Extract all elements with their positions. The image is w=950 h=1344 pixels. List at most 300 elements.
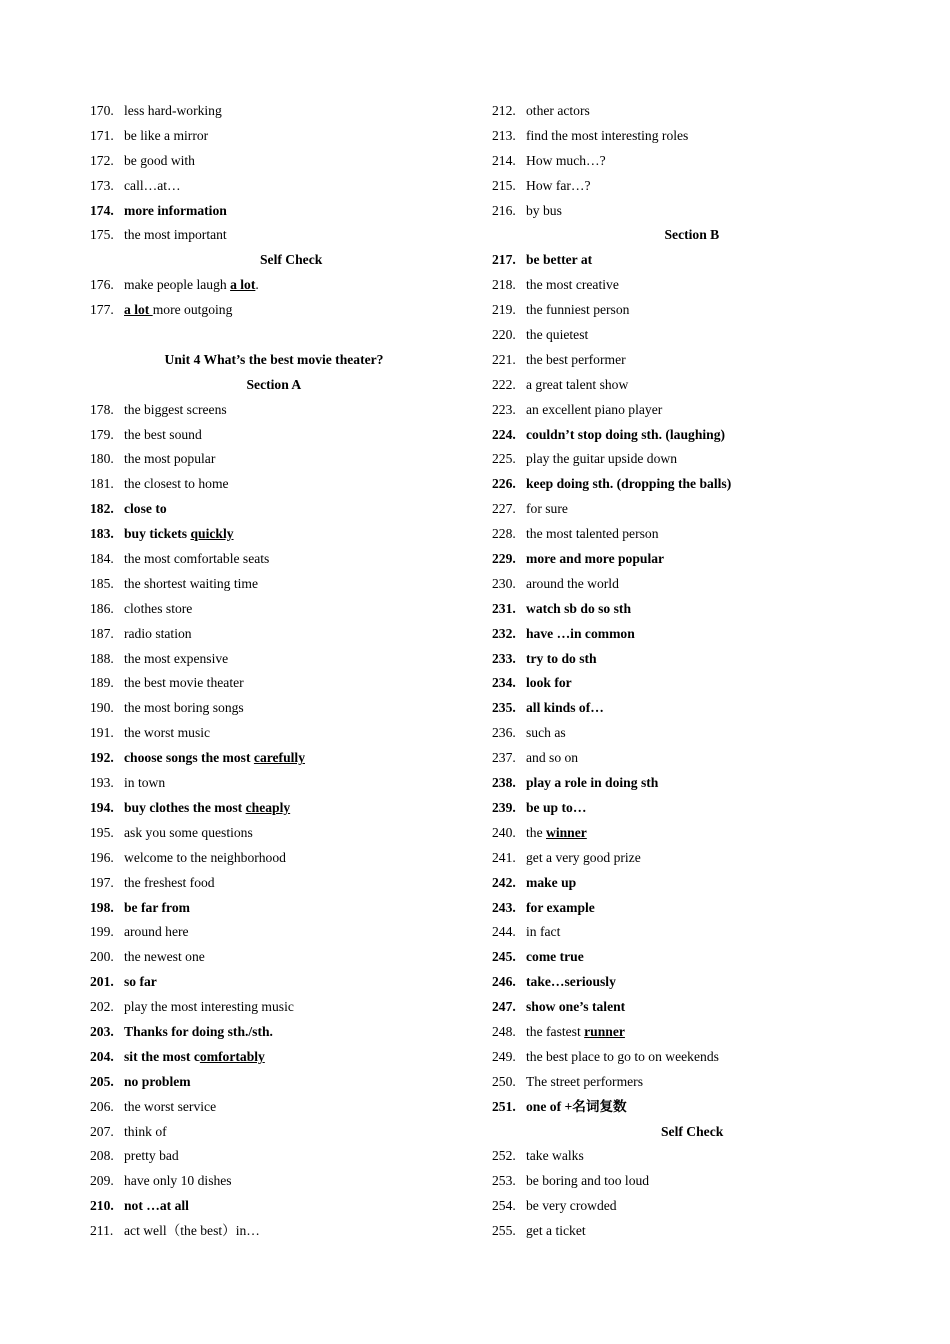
vocab-item [90,622,470,647]
item-text [124,522,234,547]
item-text [526,696,604,721]
item-text [526,398,662,423]
left-column [90,99,470,1244]
item-number: 202. [90,999,114,1015]
item-number: 210. [90,1198,114,1214]
item-number: 172. [90,152,114,168]
vocab-item [90,99,470,124]
item-text-segment: . [255,277,259,293]
vocab-item [90,1020,470,1045]
item-number: 240. [492,824,516,840]
right-column [492,99,892,1244]
item-number: 189. [90,675,114,691]
item-text [526,572,619,597]
item-number: 198. [90,899,114,915]
item-text-segment: have only 10 dishes [124,1173,232,1189]
item-text [124,1169,232,1194]
vocab-item [492,1194,892,1219]
item-text [526,1219,586,1244]
item-number: 178. [90,401,114,417]
item-text-segment: be good with [124,152,195,168]
section-heading-line [90,348,470,373]
item-text [526,149,606,174]
item-text-segment: buy clothes the most [124,799,246,815]
section-heading-line [492,223,892,248]
vocab-item [492,821,892,846]
item-text [124,896,190,921]
item-text [526,622,635,647]
item-text [124,1045,265,1070]
item-number: 251. [492,1098,516,1114]
item-text [124,1144,179,1169]
item-number: 227. [492,501,516,517]
item-number: 183. [90,526,114,542]
item-text-segment: the most comfortable seats [124,551,270,567]
item-text-segment: the biggest screens [124,401,227,417]
vocab-item [90,796,470,821]
item-text [124,597,192,622]
item-text-segment: the most expensive [124,650,229,666]
item-text-segment: the worst music [124,725,211,741]
vocab-item [492,696,892,721]
vocab-item [492,671,892,696]
item-number: 228. [492,526,516,542]
vocab-item [90,1144,470,1169]
vocab-item [492,522,892,547]
item-text-segment: be better at [526,252,593,268]
item-number: 235. [492,700,516,716]
vocab-item [90,572,470,597]
vocab-item [90,124,470,149]
vocab-item [492,647,892,672]
vocab-item [90,647,470,672]
item-number: 222. [492,376,516,392]
blank-line [90,323,470,348]
item-text [124,920,189,945]
item-text [124,1120,167,1145]
vocab-item [90,970,470,995]
item-number: 217. [492,252,516,268]
vocab-item [492,423,892,448]
item-number: 176. [90,277,114,293]
item-number: 212. [492,103,516,118]
item-text-segment: come true [526,949,584,965]
item-text-segment: sit the most c [124,1048,200,1064]
vocab-item [90,1194,470,1219]
item-text [124,423,202,448]
vocab-item [492,746,892,771]
vocab-item [492,298,892,323]
item-text [124,721,210,746]
item-text-segment: a great talent show [526,376,629,392]
vocab-item [492,248,892,273]
section-heading: Self Check [661,1123,724,1139]
item-text-segment: play the most interesting music [124,999,294,1015]
item-number: 236. [492,725,516,741]
item-text-segment: the best place to go to on weekends [526,1048,719,1064]
item-number: 253. [492,1173,516,1189]
item-number: 181. [90,476,114,492]
item-number: 193. [90,775,114,791]
item-number: 192. [90,750,114,766]
vocab-item [492,1020,892,1045]
item-number: 225. [492,451,516,467]
item-number: 187. [90,625,114,641]
item-number: 174. [90,202,114,218]
item-number: 211. [90,1223,114,1239]
item-number: 197. [90,874,114,890]
item-text-segment: welcome to the neighborhood [124,849,286,865]
item-text [526,497,568,522]
item-number: 195. [90,824,114,840]
vocab-item [90,1219,470,1244]
item-text-segment: How much…? [526,152,606,168]
vocab-item [492,945,892,970]
item-text-segment: the worst service [124,1098,217,1114]
vocab-item [90,597,470,622]
item-text-segment: ask you some questions [124,824,253,840]
item-text [526,995,625,1020]
item-number: 224. [492,426,516,442]
item-text-segment: the most creative [526,277,619,293]
item-text [526,298,629,323]
item-text-segment: act well（the best）in… [124,1223,260,1239]
item-text [526,920,560,945]
item-text [124,273,259,298]
item-text [124,572,258,597]
vocab-item [492,1219,892,1244]
underlined-word: runner [584,1023,625,1039]
item-text-segment: for example [526,899,595,915]
item-number: 201. [90,974,114,990]
item-text [526,671,572,696]
item-number: 204. [90,1048,114,1064]
item-text-segment: in town [124,775,166,791]
section-heading: Self Check [260,252,323,268]
item-text-segment: less hard-working [124,103,222,118]
vocab-item [90,1120,470,1145]
item-text-segment: make up [526,874,577,890]
item-text-segment: be up to… [526,799,587,815]
item-text-segment: the best movie theater [124,675,244,691]
item-number: 252. [492,1148,516,1164]
item-number: 221. [492,351,516,367]
item-text-segment: play the guitar upside down [526,451,678,467]
item-number: 246. [492,974,516,990]
item-number: 255. [492,1223,516,1239]
item-text [124,199,227,224]
item-number: 231. [492,600,516,616]
item-text-segment: be very crowded [526,1198,617,1214]
item-text [124,696,244,721]
vocab-item [492,1144,892,1169]
vocab-item [492,547,892,572]
item-number: 213. [492,127,516,143]
vocab-item [492,572,892,597]
item-number: 175. [90,227,114,243]
vocab-item [90,447,470,472]
item-number: 194. [90,799,114,815]
item-text-segment: more outgoing [152,302,233,318]
item-number: 191. [90,725,114,741]
item-number: 248. [492,1023,516,1039]
item-text [526,647,597,672]
item-text-segment: radio station [124,625,192,641]
item-text [526,721,566,746]
item-text-segment: make people laugh [124,277,231,293]
vocab-item [492,1045,892,1070]
item-text [526,273,619,298]
vocab-item [492,447,892,472]
section-heading: Section B [664,227,720,243]
item-text-segment: the most popular [124,451,216,467]
item-text-segment: think of [124,1123,167,1139]
item-text-segment: the closest to home [124,476,229,492]
section-heading-line [90,248,470,273]
item-number: 184. [90,551,114,567]
vocab-item [492,721,892,746]
item-text [526,373,628,398]
item-text-segment: the shortest waiting time [124,575,259,591]
vocab-item [90,945,470,970]
item-text [526,896,595,921]
vocab-item [90,522,470,547]
item-text [526,522,659,547]
item-text-segment: The street performers [526,1073,644,1089]
item-text-segment: the most talented person [526,526,659,542]
vocab-item [492,970,892,995]
item-number: 223. [492,401,516,417]
vocab-item [90,149,470,174]
item-number: 229. [492,551,516,567]
vocab-item [90,223,470,248]
item-number: 232. [492,625,516,641]
item-text [124,1219,260,1244]
vocab-item [492,995,892,1020]
item-text [526,970,616,995]
item-number: 179. [90,426,114,442]
item-number: 208. [90,1148,114,1164]
item-text-segment: take…seriously [526,974,616,990]
item-text [124,796,290,821]
item-text [526,746,578,771]
item-text [526,472,731,497]
item-text-segment: try to do sth [526,650,597,666]
item-text-segment: more and more popular [526,551,665,567]
item-text [124,99,222,124]
vocab-item [90,671,470,696]
item-text [124,1070,191,1095]
vocab-item [90,1070,470,1095]
item-text-segment: be far from [124,899,190,915]
vocab-item [90,1169,470,1194]
vocab-item [492,99,892,124]
item-number: 226. [492,476,516,492]
item-text-segment: and so on [526,750,579,766]
item-text-segment: be like a mirror [124,127,209,143]
vocab-item [90,547,470,572]
item-text [526,771,658,796]
item-text-segment: other actors [526,103,590,118]
item-text-segment: by bus [526,202,562,218]
vocab-item [492,1169,892,1194]
item-text-segment: more information [124,202,227,218]
item-text [526,323,588,348]
item-number: 190. [90,700,114,716]
item-text-segment: watch sb do so sth [526,600,631,616]
underlined-word: a lot [124,302,153,318]
item-number: 254. [492,1198,516,1214]
item-number: 173. [90,177,114,193]
item-number: 199. [90,924,114,940]
item-text-segment: get a ticket [526,1223,586,1239]
item-text [526,1020,625,1045]
item-text [124,746,305,771]
vocab-item [492,373,892,398]
item-text [124,1095,216,1120]
vocab-item [90,995,470,1020]
item-number: 185. [90,575,114,591]
vocab-item [90,1045,470,1070]
vocab-item [90,298,470,323]
item-number: 245. [492,949,516,965]
vocab-item [492,846,892,871]
item-number: 170. [90,103,114,118]
vocab-item [90,746,470,771]
vocab-item [492,323,892,348]
item-text-segment: so far [124,974,157,990]
vocab-item [90,896,470,921]
item-text-segment: How far…? [526,177,591,193]
item-text [526,1194,617,1219]
underlined-word: a lot [230,277,256,293]
item-text-segment: the best sound [124,426,202,442]
vocab-item [492,398,892,423]
vocab-item [492,920,892,945]
item-text-segment: keep doing sth. (dropping the balls) [526,476,732,492]
item-text [124,871,215,896]
item-text-segment: an excellent piano player [526,401,663,417]
item-text [124,771,165,796]
vocab-item [90,174,470,199]
item-text-segment: the freshest food [124,874,215,890]
item-text-segment: couldn’t stop doing sth. (laughing) [526,426,726,442]
item-text-segment: clothes store [124,600,193,616]
item-text-segment: show one’s talent [526,999,626,1015]
item-text [526,1045,719,1070]
item-text [124,1194,189,1219]
item-number: 237. [492,750,516,766]
vocab-item [492,472,892,497]
item-number: 177. [90,302,114,318]
item-text-segment: find the most interesting roles [526,127,689,143]
vocab-item [492,871,892,896]
item-number: 244. [492,924,516,940]
item-number: 215. [492,177,516,193]
item-text-segment: play a role in doing sth [526,775,659,791]
item-text [124,497,167,522]
vocab-item [492,796,892,821]
item-number: 186. [90,600,114,616]
item-text [124,995,294,1020]
item-number: 180. [90,451,114,467]
item-number: 249. [492,1048,516,1064]
item-text [124,149,195,174]
item-text-segment: get a very good prize [526,849,641,865]
item-text-segment: have …in common [526,625,635,641]
item-text [124,970,157,995]
vocab-item [492,1095,892,1120]
item-text-segment: the quietest [526,327,589,343]
item-text [124,472,229,497]
item-text [526,199,562,224]
item-text-segment: around here [124,924,189,940]
item-text [526,99,590,124]
vocab-item [492,1070,892,1095]
item-text [526,1070,643,1095]
item-text [526,348,626,373]
item-text [526,1095,627,1120]
item-number: 206. [90,1098,114,1114]
vocab-item [492,497,892,522]
item-number: 220. [492,327,516,343]
item-text-segment: one of +名词复数 [526,1098,627,1114]
item-text-segment: around the world [526,575,619,591]
item-text [526,796,586,821]
item-text [526,174,591,199]
item-text [526,447,677,472]
vocab-item [90,771,470,796]
item-text-segment: Thanks for doing sth./sth. [124,1023,273,1039]
underlined-word: cheaply [245,799,291,815]
item-text [124,174,181,199]
item-text [124,821,253,846]
underlined-word: quickly [190,526,234,542]
item-text [124,945,205,970]
vocab-item [90,721,470,746]
vocab-item [492,174,892,199]
item-text-segment: close to [124,501,167,517]
vocab-item [90,398,470,423]
item-number: 238. [492,775,516,791]
item-number: 196. [90,849,114,865]
item-text [526,597,631,622]
vocab-item [492,149,892,174]
item-text-segment: call…at… [124,177,181,193]
item-text-segment: no problem [124,1073,191,1089]
vocab-item [90,497,470,522]
item-text [124,398,227,423]
vocab-item [492,771,892,796]
item-text-segment: for sure [526,501,568,517]
item-text [124,298,232,323]
item-number: 239. [492,799,516,815]
item-text-segment: all kinds of… [526,700,604,716]
item-text-segment: the newest one [124,949,205,965]
vocab-item [492,896,892,921]
vocab-item [90,821,470,846]
item-text [526,1169,649,1194]
item-text-segment: the fastest [526,1023,585,1039]
section-heading-line [90,373,470,398]
item-number: 209. [90,1173,114,1189]
vocab-item [492,273,892,298]
item-text [526,1144,584,1169]
item-number: 218. [492,277,516,293]
vocab-item [90,423,470,448]
item-text-segment: be boring and too loud [526,1173,650,1189]
item-text [526,846,641,871]
